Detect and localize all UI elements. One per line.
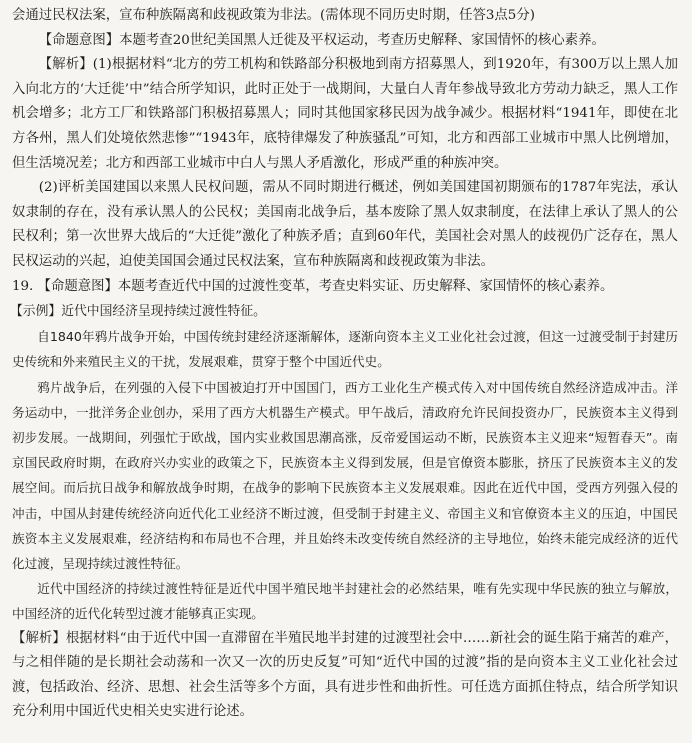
q18-score-note: 会通过民权法案，宣布种族隔离和歧视政策为非法。(需体现不同历史时期，任答3点5分) — [12, 8, 535, 23]
q18-analysis-2: (2)评析美国建国以来黑人民权问题，需从不同时期进行概述，例如美国建国初期颁布的1787年宪法，承认奴隶制的存在，没有承认黑人的公民权；美国南北战争后，基本废除了黑人奴隶制度，在法律上承认了黑人的公民权利；第一次世界大战后的“大迁徙”激化了种族矛盾；直到60年代，美国社会对黑人的歧视仍广泛存在，黑人民权运动的兴起，迫使美国国会通过民权法案，宣布种族隔离和歧视政策为非法。 — [12, 180, 678, 269]
q19-analysis: 【解析】根据材料“由于近代中国一直滞留在半殖民地半封建的过渡型社会中……新社会的诞生陷于痛苦的难产，与之相伴随的是长期社会动荡和一次又一次的历史反复”可知“近代中国的过渡”指的是向资本主义工业化社会过渡，包括政治、经济、思想、社会生活等多个方面，具有进步性和曲折性。可任选方面抓住特点，结合所学知识充分利用中国近代史相关史实进行论述。 — [12, 630, 678, 720]
q19-example-para-1: 自1840年鸦片战争开始，中国传统封建经济逐渐解体，逐渐向资本主义工业化社会过渡，但这一过渡受制于封建历史传统和外来殖民主义的干扰，发展艰难，贯穿于整个中国近代史。 — [12, 329, 678, 370]
q19-example-para-2: 鸦片战争后，在列强的入侵下中国被迫打开中国国门，西方工业化生产模式传入对中国传统自然经济造成冲击。洋务运动中，一批洋务企业创办，采用了西方大机器生产模式。甲午战后，清政府允许民间投资办厂，民族资本主义得到初步发展。一战期间，列强忙于欧战，国内实业救国思潮高涨，反帝爱国运动不断，民族资本主义迎来“短暂春天”。南京国民政府时期，在政府兴办实业的政策之下，民族资本主义得到发展，但是官僚资本膨胀，挤压了民族资本主义的发展空间。而后抗日战争和解放战争时期，在战争的影响下民族资本主义发展艰难。因此在近代中国，受西方列强入侵的冲击，中国从封建传统经济向近代化工业经济不断过渡，但受制于封建主义、帝国主义和官僚资本主义的压迫，中国民族资本主义发展艰难，经济结构和布局也不合理，并且始终未改变传统自然经济的主导地位，始终未能完成经济的近代化过渡，呈现持续过渡性特征。 — [12, 379, 678, 571]
q19-example-thesis: 【示例】近代中国经济呈现持续过渡性特征。 — [10, 304, 266, 320]
q18-analysis-1: 【解析】(1)根据材料“北方的劳工机构和铁路部分积极地到南方招募黑人，到1920年，有300万以上黑人加入向北方的‘大迁徙’中”结合所学知识，此时正处于一战期间，大量白人青年参战导致北方劳动力缺乏，黑人工作机会增多；北方工厂和铁路部门积极招募黑人；同时其他国家移民因为战争减少。根据材料“1941年，即使在北方各州，黑人们处境依然悲惨”“1943年，底特律爆发了种族骚乱”可知，北方和西部工业城市中黑人比例增加，但生活境况差；北方和西部工业城市中白人与黑人矛盾激化，形成严重的种族冲突。 — [12, 57, 678, 171]
q18-intent: 【命题意图】本题考查20世纪美国黑人迁徙及平权运动，考查历史解释、家国情怀的核心素养。 — [38, 32, 605, 48]
q19-example-para-3: 近代中国经济的持续过渡性特征是近代中国半殖民地半封建社会的必然结果，唯有先实现中华民族的独立与解放，中国经济的近代化转型过渡才能够真正实现。 — [12, 581, 678, 622]
q19-intent: 19. 【命题意图】本题考查近代中国的过渡性变革，考查史料实证、历史解释、家国情怀的核心素养。 — [12, 278, 614, 294]
